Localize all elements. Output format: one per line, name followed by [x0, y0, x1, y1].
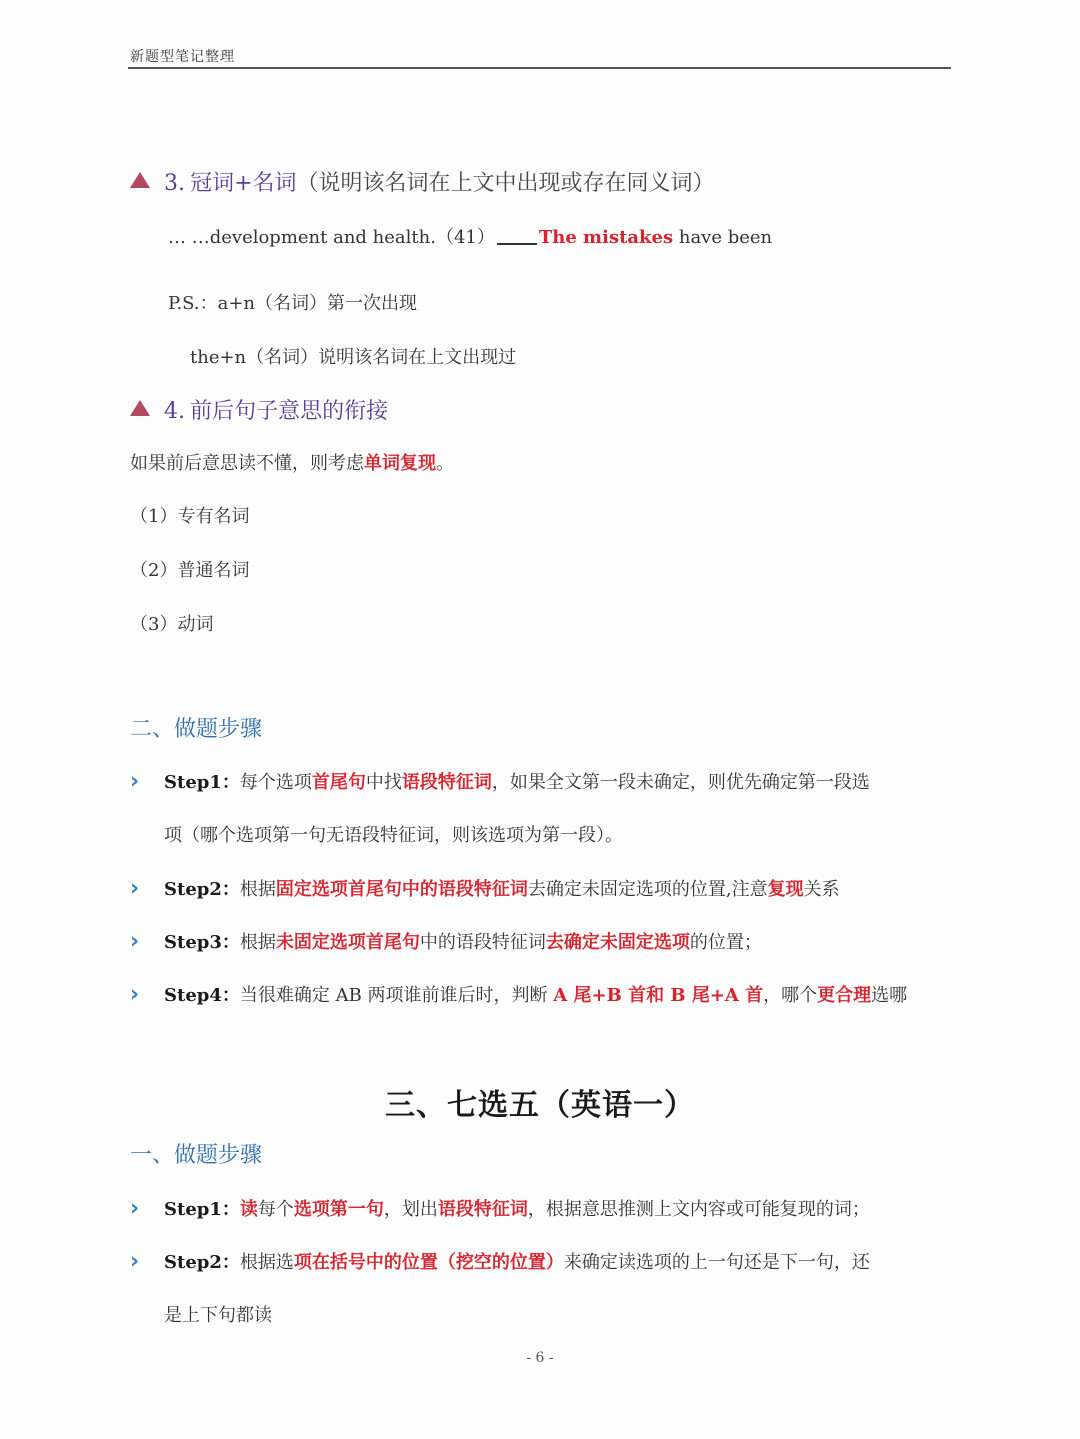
intro-highlight: 单词复现 [364, 453, 436, 474]
example-prefix: … …development and health.（41） [168, 227, 495, 248]
step-text: ，哪个 [763, 985, 818, 1006]
step-3-line [130, 928, 762, 954]
step-highlight: 项在括号中的位置（挖空的位置） [293, 1252, 564, 1273]
intro-text: 如果前后意思读不懂，则考虑 [130, 453, 364, 474]
steps-heading: 二、做题步骤 [130, 717, 263, 742]
intro-end: 。 [436, 453, 454, 474]
step-1-line [130, 1195, 870, 1221]
part-title: 三、七选五（英语一） [385, 1088, 695, 1123]
step-1-continuation: 项（哪个选项第一句无语段特征词，则该选项为第一段）。 [164, 825, 623, 846]
chevron-right-icon: › [130, 1196, 140, 1221]
step-label: Step2： [164, 1252, 240, 1273]
step-text: ，划出 [383, 1199, 438, 1220]
step-highlight: 未固定选项首尾句 [275, 932, 420, 953]
triangle-bullet-icon [130, 400, 150, 416]
step-label: Step1： [164, 772, 240, 793]
answer-blank [497, 229, 537, 245]
step-highlight: 固定选项首尾句中的语段特征词 [275, 879, 528, 900]
chevron-right-icon: › [130, 929, 140, 954]
list-item: （3）动词 [130, 614, 214, 635]
section-4-number: 4. [164, 399, 185, 424]
triangle-bullet-icon [130, 172, 150, 188]
steps-heading: 一、做题步骤 [130, 1143, 263, 1168]
step-text: 中的语段特征词 [419, 932, 546, 953]
step-1-line [130, 768, 870, 794]
step-highlight: 复现 [767, 879, 804, 900]
step-text: 每个选项 [239, 772, 312, 793]
chevron-right-icon: › [130, 769, 140, 794]
section-4-heading [130, 394, 388, 425]
step-text: 选哪 [871, 985, 908, 1006]
running-header: 新题型笔记整理 [130, 49, 235, 65]
ps-line-1: P.S.：a+n（名词）第一次出现 [168, 293, 418, 314]
section-3-title: 冠词+名词 [190, 171, 297, 196]
section-3-note: （说明该名词在上文中出现或存在同义词） [296, 171, 715, 196]
chevron-right-icon: › [130, 876, 140, 901]
step-text: ，根据意思推测上文内容或可能复现的词； [527, 1199, 870, 1220]
chevron-right-icon: › [130, 1249, 140, 1274]
step-highlight: 选项第一句 [293, 1199, 384, 1220]
list-item: （1）专有名词 [130, 506, 250, 527]
step-highlight: 语段特征词 [401, 772, 492, 793]
section-3-heading [130, 166, 715, 197]
example-suffix: have been [678, 227, 773, 248]
page-number: - 6 - [526, 1350, 554, 1366]
step-label: Step1： [164, 1199, 240, 1220]
step-2-continuation: 是上下句都读 [164, 1305, 272, 1326]
section-4-intro [130, 449, 454, 475]
step-text: 每个 [257, 1199, 294, 1220]
step-text: 的位置； [689, 932, 762, 953]
step-2-line [130, 1248, 870, 1274]
example-highlight: The mistakes [538, 227, 674, 248]
step-text: 来确定读选项的上一句还是下一句，还 [563, 1252, 870, 1273]
step-highlight: 首尾句 [311, 772, 366, 793]
section-4-title: 前后句子意思的衔接 [190, 399, 389, 424]
step-label: Step3： [164, 932, 240, 953]
section-3-number: 3. [164, 171, 185, 196]
step-highlight: 更合理 [817, 985, 872, 1006]
chevron-right-icon: › [130, 982, 140, 1007]
example-sentence [168, 223, 772, 249]
step-text: 根据选 [239, 1252, 294, 1273]
step-text: 当很难确定 AB 两项谁前谁后时，判断 [239, 985, 554, 1006]
step-text: 去确定未固定选项的位置,注意 [527, 879, 768, 900]
step-highlight: A 尾+B 首和 B 尾+A 首 [553, 985, 764, 1006]
step-4-line [130, 981, 907, 1007]
step-text: 根据 [239, 932, 276, 953]
step-label: Step4： [164, 985, 240, 1006]
step-label: Step2： [164, 879, 240, 900]
step-highlight: 语段特征词 [437, 1199, 528, 1220]
step-text: 关系 [803, 879, 840, 900]
step-text: 根据 [239, 879, 276, 900]
step-text: 中找 [365, 772, 402, 793]
header-rule [128, 67, 951, 69]
list-item: （2）普通名词 [130, 560, 250, 581]
step-highlight: 读 [239, 1199, 258, 1220]
step-2-line [130, 875, 840, 901]
ps-line-2: the+n（名词）说明该名词在上文出现过 [190, 347, 517, 368]
step-text: ，如果全文第一段未确定，则优先确定第一段选 [491, 772, 870, 793]
step-highlight: 去确定未固定选项 [545, 932, 690, 953]
